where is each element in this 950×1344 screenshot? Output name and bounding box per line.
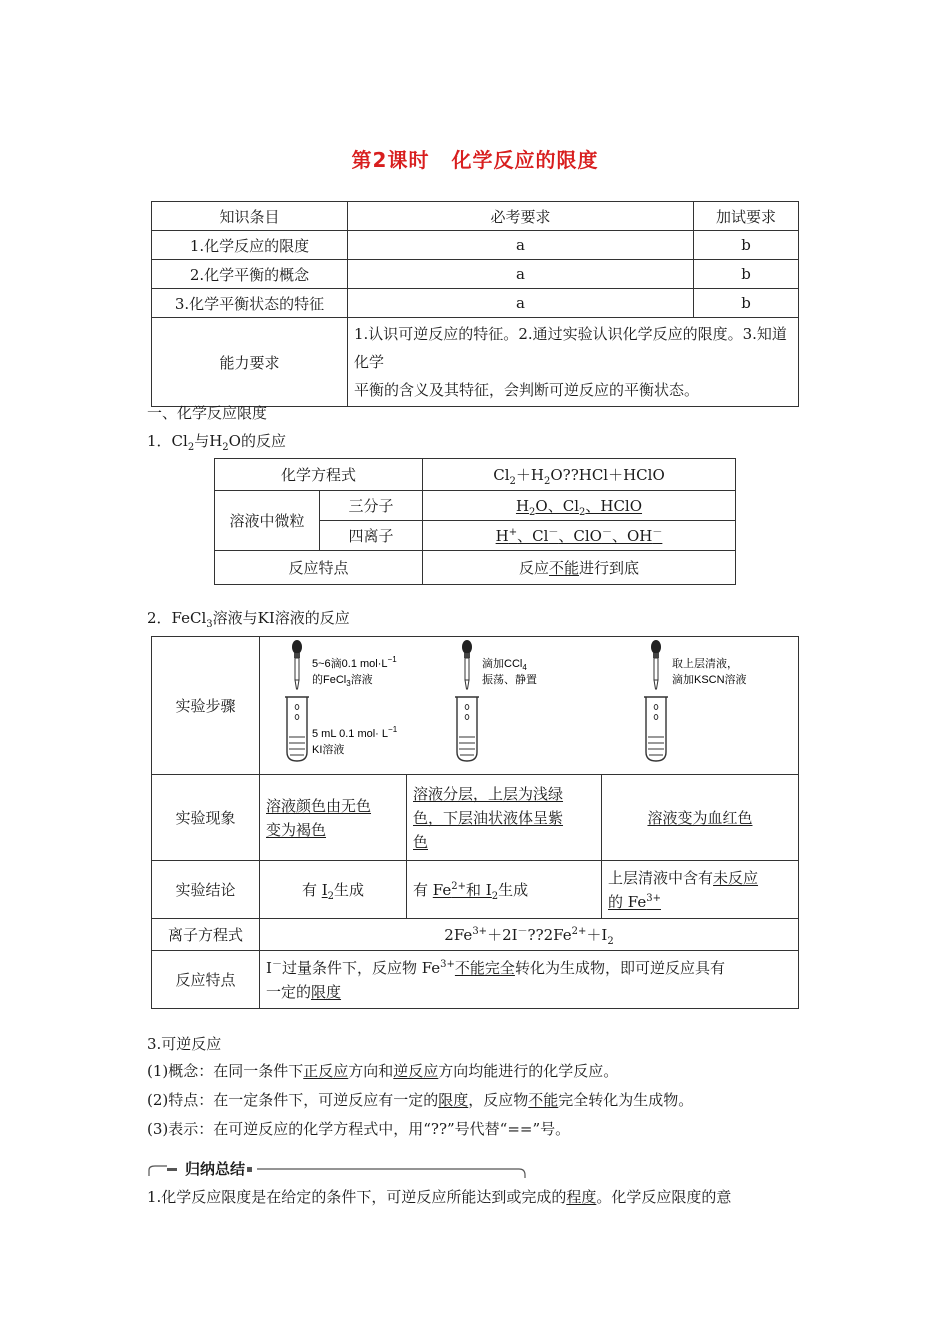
subscript: 2	[509, 476, 516, 487]
apparatus-figure	[260, 637, 798, 774]
table-row	[152, 260, 799, 289]
answer-line: 溶液分层，上层为浅绿	[413, 784, 564, 803]
subscript: 3	[206, 619, 213, 630]
particles-label: 溶液中微粒	[215, 491, 320, 551]
answer-line: 溶液颜色由无色	[266, 796, 372, 815]
text: Cl	[493, 466, 510, 484]
text: 溶液与KI溶液的反应	[212, 609, 350, 627]
feature-paragraph: (2)特点：在一定条件下，可逆反应有一定的限度，反应物不能完全转化为生成物。	[147, 1091, 694, 1109]
text: 与H	[194, 432, 223, 450]
table-row	[152, 951, 799, 1009]
knowledge-item: 2.化学平衡的概念	[152, 260, 348, 289]
concept-paragraph: (1)概念：在同一条件下正反应方向和逆反应方向均能进行的化学反应。	[147, 1062, 619, 1080]
steps-label: 实验步骤	[152, 637, 260, 775]
test-tube-icon	[644, 697, 668, 761]
subscript: 2	[187, 442, 195, 453]
feature-text: I－过量条件下，反应物 $Fe^{3+}$不能完全转化为生成物，即可逆反应具有 一定的限度	[260, 951, 799, 1009]
answer-line: 色，下层油状液体呈紫	[413, 808, 564, 827]
header-cell: 必考要求	[348, 202, 694, 231]
notation-paragraph: (3)表示：在可逆反应的化学方程式中，用“??”号代替“==”号。	[147, 1120, 571, 1138]
knowledge-item: 1.化学反应的限度	[152, 231, 348, 260]
step1-tube-label-2: KI溶液	[312, 744, 345, 756]
answer-blank: 不能	[548, 559, 579, 577]
subsection-heading	[147, 430, 286, 451]
step2-label-2: 振荡、静置	[482, 674, 537, 686]
header-cell: 加试要求	[694, 202, 799, 231]
table-row	[152, 231, 799, 260]
ability-line: 1.认识可逆反应的特征。2.通过实验认识化学反应的限度。3.知道化学	[354, 325, 787, 371]
phenomenon-3	[602, 775, 799, 861]
table-row	[152, 861, 799, 919]
subsection-heading	[147, 607, 350, 628]
lesson-topic: 化学反应的限度	[451, 148, 599, 172]
ions-answer: H+、Cl－、ClO－、OH－	[495, 527, 663, 545]
required-level: a	[348, 260, 694, 289]
ions-value	[423, 521, 736, 551]
test-tube-icon	[455, 697, 479, 761]
phenomenon-1	[260, 775, 407, 861]
extra-level: b	[694, 289, 799, 318]
text: 2．FeCl	[147, 609, 207, 627]
ability-line: 平衡的含义及其特征，会判断可逆反应的平衡状态。	[354, 381, 700, 399]
feature-label: 反应特点	[152, 951, 260, 1009]
step3-label-2: 滴加KSCN溶液	[672, 674, 747, 686]
conclusion-label: 实验结论	[152, 861, 260, 919]
text: 1．Cl	[147, 432, 188, 450]
answer-line: 变为褐色	[266, 820, 327, 839]
step1-drop-label-2: 的FeCl$_3$溶液	[312, 674, 373, 688]
text: 进行到底	[579, 559, 640, 577]
conclusion-1: 有 $I_2$生成	[260, 861, 407, 919]
equation-label: 化学方程式	[215, 459, 423, 491]
table-row	[152, 637, 799, 775]
conclusion-2: 有 $Fe^{2+}$和 $I_2$生成	[407, 861, 602, 919]
dropper-icon	[292, 640, 302, 689]
ion-equation: $2Fe^{3+}+2I^-??2Fe^{2+}+I_2$	[260, 919, 799, 951]
table-row	[215, 551, 736, 585]
text: 反应	[518, 559, 549, 577]
equation-value	[423, 459, 736, 491]
section-heading: 一、化学反应限度	[147, 404, 268, 422]
knowledge-item: 3.化学平衡状态的特征	[152, 289, 348, 318]
feature-label: 反应特点	[215, 551, 423, 585]
step1-drop-label: 5~6滴0.1 $mol\cdot L^{-1}$	[312, 655, 397, 670]
test-tube-icon	[285, 697, 309, 761]
conclusion-3: 上层清液中含有未反应 的 $Fe^{3+}$	[602, 861, 799, 919]
molecules-label: 三分子	[320, 491, 423, 521]
table-row	[152, 289, 799, 318]
section-heading: 3.可逆反应	[147, 1035, 222, 1053]
requirements-table	[151, 201, 799, 407]
table-header-row	[152, 202, 799, 231]
phenomenon-2	[407, 775, 602, 861]
ferric-iodide-table	[151, 636, 799, 1009]
table-row	[215, 459, 736, 491]
dropper-icon	[462, 640, 472, 689]
ability-label: 能力要求	[152, 318, 348, 407]
ion-equation-label: 离子方程式	[152, 919, 260, 951]
text: ＋H	[515, 466, 544, 484]
summary-paragraph: 1.化学反应限度是在给定的条件下，可逆反应所能达到或完成的程度。化学反应限度的意	[147, 1188, 732, 1206]
phenomenon-label: 实验现象	[152, 775, 260, 861]
chlorine-water-table	[214, 458, 736, 585]
table-row	[152, 919, 799, 951]
ability-text	[348, 318, 799, 407]
experiment-steps-figure	[260, 637, 799, 775]
molecules-value	[423, 491, 736, 521]
answer-line: 色	[413, 832, 429, 851]
table-row	[215, 491, 736, 521]
extra-level: b	[694, 231, 799, 260]
answer-line: 溶液变为血红色	[647, 809, 753, 827]
feature-value	[423, 551, 736, 585]
molecules-answer: $H_2O$、$Cl_2$、HClO	[515, 497, 643, 518]
subscript: 2	[222, 442, 229, 453]
summary-banner	[147, 1158, 807, 1180]
lesson-number: 第2课时	[351, 148, 430, 172]
step2-label: 滴加CCl$_4$	[482, 658, 527, 672]
dropper-icon	[651, 640, 661, 689]
text: O的反应	[228, 432, 286, 450]
table-row	[152, 775, 799, 861]
page-title	[0, 144, 950, 173]
text: O??HCl＋HClO	[550, 466, 665, 484]
subscript: 2	[543, 476, 551, 487]
required-level: a	[348, 231, 694, 260]
header-cell: 知识条目	[152, 202, 348, 231]
step3-label: 取上层清液，	[672, 658, 738, 670]
table-row	[152, 318, 799, 407]
summary-label: 归纳总结	[185, 1160, 246, 1178]
ions-label: 四离子	[320, 521, 423, 551]
required-level: a	[348, 289, 694, 318]
extra-level: b	[694, 260, 799, 289]
step1-tube-label: 5 mL 0.1 $mol\cdot L^{-1}$	[312, 725, 398, 740]
